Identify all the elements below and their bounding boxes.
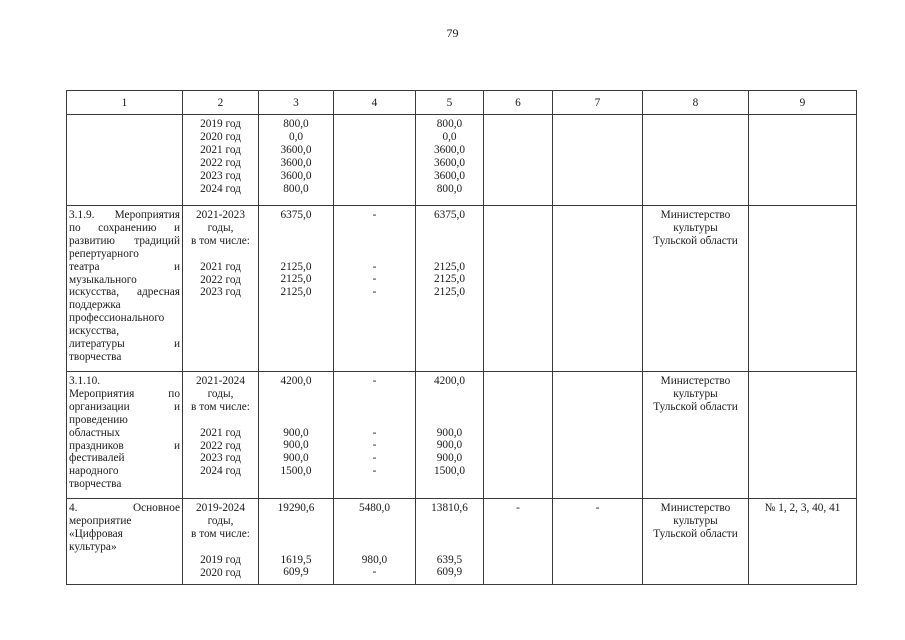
amount-value: 2125,0 <box>433 286 466 299</box>
amount-value <box>336 414 413 427</box>
period-line: годы, <box>207 387 234 400</box>
table-row <box>67 372 857 499</box>
activity-name-line: культура» <box>69 540 117 553</box>
amount-value: 900,0 <box>283 439 309 452</box>
amount-value <box>261 401 331 414</box>
amount-value: 900,0 <box>283 452 309 465</box>
responsible-line: культуры <box>673 221 718 234</box>
col6-cell <box>484 372 553 499</box>
amount-value: 3600,0 <box>280 169 312 182</box>
period-line: в том числе: <box>191 234 250 247</box>
amount-value: 6375,0 <box>280 209 312 221</box>
amount-regional-cell <box>416 206 484 372</box>
page-number: 79 <box>446 26 459 40</box>
activity-name-cell <box>67 206 183 372</box>
table-row <box>67 206 857 372</box>
period-line: 2024 год <box>200 182 241 195</box>
indicator-cell <box>749 206 857 372</box>
amount-value: 2125,0 <box>280 286 312 299</box>
amount-value <box>418 528 481 541</box>
header-cell: 7 <box>553 91 643 115</box>
amount-value <box>418 515 481 528</box>
period-cell <box>183 372 259 499</box>
amount-value <box>418 401 481 414</box>
amount-value: 3600,0 <box>280 156 312 169</box>
col6-cell <box>484 115 553 206</box>
amount-value <box>336 515 413 528</box>
header-cell: 5 <box>416 91 484 115</box>
col6-cell <box>484 206 553 372</box>
amount-value: 900,0 <box>436 426 463 439</box>
activity-name-line: музыкального <box>69 273 137 286</box>
period-line <box>185 414 256 427</box>
activity-name-line: областных <box>69 426 121 439</box>
activity-name-line: мероприятие <box>69 514 132 527</box>
amount-regional-cell <box>416 499 484 585</box>
period-cell <box>183 499 259 585</box>
amount-value <box>261 222 331 235</box>
amount-value <box>261 388 331 401</box>
activity-name-line: театра и <box>69 260 180 273</box>
amount-value: 3600,0 <box>433 156 466 169</box>
amount-value: 0,0 <box>288 130 304 143</box>
period-line: 2021 год <box>200 426 241 439</box>
period-line: 2021-2023 <box>196 209 245 221</box>
header-cell: 2 <box>183 91 259 115</box>
amount-value: - <box>372 209 377 221</box>
indicator-value: № 1, 2, 3, 40, 41 <box>764 502 841 514</box>
activity-name-line: искусства, адресная <box>69 286 180 299</box>
activity-name-line: профессионального <box>69 312 165 325</box>
activity-name-line: искусства, <box>69 325 120 338</box>
responsible-cell <box>643 206 749 372</box>
amount-value <box>336 388 413 401</box>
responsible-cell <box>643 499 749 585</box>
period-cell <box>183 206 259 372</box>
responsible-line: культуры <box>673 514 718 527</box>
period-line: 2021-2024 <box>196 375 245 387</box>
period-line: 2022 год <box>200 156 241 169</box>
amount-value <box>418 388 481 401</box>
period-line: в том числе: <box>191 527 250 540</box>
responsible-line: Министерство <box>660 502 731 514</box>
period-line: годы, <box>207 514 234 527</box>
amount-value: 2125,0 <box>280 260 312 273</box>
period-line: 2019 год <box>200 118 241 130</box>
amount-value: - <box>372 452 377 465</box>
header-cell: 1 <box>67 91 183 115</box>
activity-name-line: по сохранению и <box>69 221 180 234</box>
amount-value: 3600,0 <box>433 143 466 156</box>
amount-value: 2125,0 <box>280 273 312 286</box>
period-line: 2019 год <box>200 553 241 566</box>
header-cell: 3 <box>259 91 334 115</box>
amount-value: 4200,0 <box>280 375 312 387</box>
activity-name-cell <box>67 372 183 499</box>
amount-total-cell <box>259 206 334 372</box>
amount-value: - <box>372 566 377 579</box>
col7-cell <box>553 499 643 585</box>
amount-value <box>261 235 331 248</box>
activity-name-cell <box>67 115 183 206</box>
amount-value: - <box>372 439 377 452</box>
amount-value: 19290,6 <box>277 502 315 514</box>
amount-value <box>261 541 331 554</box>
col7-value: - <box>595 502 600 514</box>
program-activities-table <box>66 90 857 585</box>
activity-name-line: Мероприятия по <box>69 387 180 400</box>
period-line: в том числе: <box>191 400 250 413</box>
col7-cell <box>553 206 643 372</box>
activity-name-line: репертуарного <box>69 247 139 260</box>
amount-value: 5480,0 <box>358 502 391 514</box>
col6-value: - <box>516 502 520 514</box>
header-cell: 8 <box>643 91 749 115</box>
activity-name-line: организации и <box>69 400 180 413</box>
period-line <box>185 541 256 554</box>
responsible-line: Тульской области <box>653 234 738 247</box>
amount-value <box>261 248 331 261</box>
col6-cell <box>484 499 553 585</box>
amount-value: 980,0 <box>361 553 388 566</box>
period-line: 2023 год <box>200 452 241 465</box>
period-line: 2022 год <box>200 273 241 286</box>
amount-total-cell <box>259 372 334 499</box>
amount-value: 900,0 <box>436 439 463 452</box>
period-line: 2021 год <box>200 143 241 156</box>
amount-value: 0,0 <box>442 130 457 143</box>
amount-value: 3600,0 <box>433 169 466 182</box>
amount-value <box>261 528 331 541</box>
period-line: 2023 год <box>200 286 241 299</box>
amount-value: 13810,6 <box>431 502 468 514</box>
indicator-cell <box>749 372 857 499</box>
amount-value: 609,9 <box>283 566 309 579</box>
amount-federal-cell <box>334 115 416 206</box>
amount-value <box>418 414 481 427</box>
amount-value: 6375,0 <box>433 209 466 221</box>
amount-value: 2125,0 <box>433 273 466 286</box>
activity-name-line: «Цифровая <box>69 527 123 540</box>
activity-name-line: народного <box>69 465 119 478</box>
period-line: 2024 год <box>200 465 241 478</box>
amount-value <box>336 235 413 248</box>
amount-value: - <box>372 273 377 286</box>
period-cell <box>183 115 259 206</box>
activity-name-line: проведению <box>69 413 128 426</box>
period-line <box>185 248 256 261</box>
amount-value: 3600,0 <box>280 143 312 156</box>
amount-federal-cell <box>334 206 416 372</box>
period-line: 2019-2024 <box>196 502 245 514</box>
header-cell: 6 <box>484 91 553 115</box>
amount-total-cell <box>259 115 334 206</box>
table-header-row <box>67 91 857 115</box>
amount-value <box>418 222 481 235</box>
amount-value: 800,0 <box>436 182 463 195</box>
amount-value: 800,0 <box>436 118 463 130</box>
amount-value <box>261 515 331 528</box>
amount-federal-cell <box>334 499 416 585</box>
amount-value: 609,9 <box>436 566 463 579</box>
responsible-cell <box>643 372 749 499</box>
activity-name-line: 3.1.10. <box>69 375 101 387</box>
activity-name-line: творчества <box>69 478 122 491</box>
period-line: годы, <box>207 221 234 234</box>
responsible-line: Министерство <box>660 375 731 387</box>
header-cell: 9 <box>749 91 857 115</box>
amount-regional-cell <box>416 372 484 499</box>
indicator-cell <box>749 499 857 585</box>
period-line: 2020 год <box>200 130 241 143</box>
period-line: 2022 год <box>200 439 241 452</box>
table-row <box>67 115 857 206</box>
amount-value <box>261 414 331 427</box>
amount-value <box>418 541 481 554</box>
amount-value <box>336 222 413 235</box>
responsible-line: Тульской области <box>653 527 738 540</box>
activity-name-line: 3.1.9. Мероприятия <box>69 209 180 221</box>
amount-value: 2125,0 <box>433 260 466 273</box>
amount-value: 900,0 <box>436 452 463 465</box>
period-line: 2021 год <box>200 260 241 273</box>
indicator-cell <box>749 115 857 206</box>
activity-name-line: 4. Основное <box>69 502 180 514</box>
responsible-line: культуры <box>673 387 718 400</box>
amount-value: 800,0 <box>283 182 309 195</box>
activity-name-line: творчества <box>69 350 122 363</box>
amount-value <box>418 248 481 261</box>
activity-name-line: развитию традиций <box>69 234 180 247</box>
period-line: 2023 год <box>200 169 241 182</box>
amount-regional-cell <box>416 115 484 206</box>
responsible-line: Тульской области <box>653 400 738 413</box>
amount-value: 900,0 <box>283 426 309 439</box>
period-line: 2020 год <box>200 566 241 579</box>
table-row <box>67 499 857 585</box>
amount-value <box>336 401 413 414</box>
header-cell: 4 <box>334 91 416 115</box>
amount-value: 1500,0 <box>280 465 312 478</box>
amount-value: - <box>372 465 377 478</box>
amount-total-cell <box>259 499 334 585</box>
amount-value: - <box>372 286 377 299</box>
amount-value: 1500,0 <box>433 465 466 478</box>
amount-value: - <box>372 426 377 439</box>
activity-name-line: литературы и <box>69 338 180 351</box>
activity-name-cell <box>67 499 183 585</box>
activity-name-line: поддержка <box>69 299 121 312</box>
amount-value: 1619,5 <box>280 553 312 566</box>
responsible-cell <box>643 115 749 206</box>
amount-value: - <box>372 375 377 387</box>
col7-cell <box>553 115 643 206</box>
amount-value: 800,0 <box>283 118 309 130</box>
amount-value <box>418 235 481 248</box>
amount-value <box>336 528 413 541</box>
responsible-line: Министерство <box>660 209 731 221</box>
amount-value: 4200,0 <box>433 375 466 387</box>
amount-value <box>336 248 413 261</box>
amount-federal-cell <box>334 372 416 499</box>
amount-value: 639,5 <box>436 553 463 566</box>
activity-name-line: праздников и <box>69 439 180 452</box>
col7-cell <box>553 372 643 499</box>
activity-name-line: фестивалей <box>69 452 125 465</box>
amount-value: - <box>372 260 377 273</box>
amount-value <box>336 541 413 554</box>
